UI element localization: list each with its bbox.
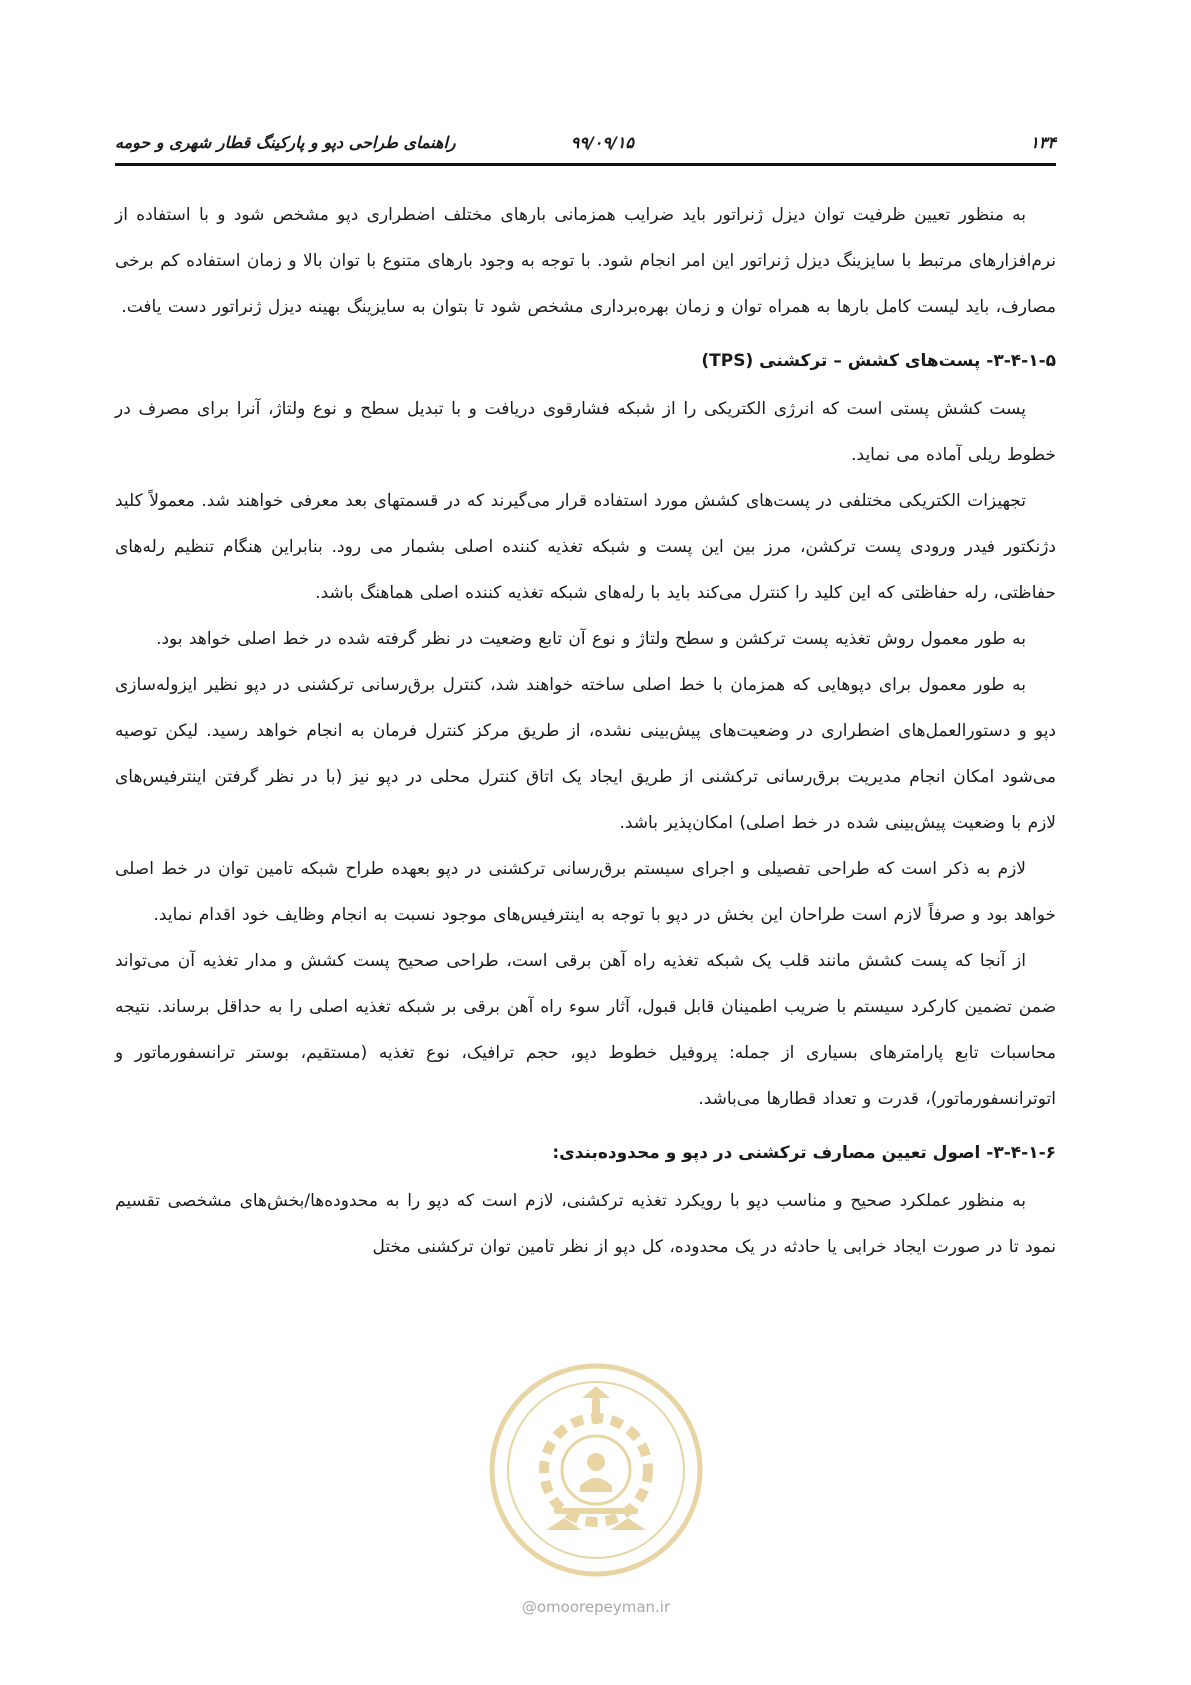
page-header: [115, 131, 1056, 161]
paragraph-feeding-method: به طور معمول روش تغذیه پست ترکشن و سطح ولتاژ و نوع آن تابع وضعیت در نظر گرفته شده در خط اصلی خواهد بود.: [156, 629, 1026, 649]
paragraph-diesel-sizing: به منظور تعیین ظرفیت توان دیزل ژنراتور باید ضرایب همزمانی بارهای مختلف اضطراری دپو مشخص شود و با استفاده از نرم‌افزارهای مرتبط با سایزینگ دیزل ژنراتور این امر انجام شود. با توجه به وجود بارهای متنوع با توان بالا و زمان استفاده کم برخی مصارف، باید لیست کامل بارها به همراه توان و زمان بهره‌برداری مشخص شود تا بتوان به سایزینگ بهینه دیزل ژنراتور دست یافت.: [115, 205, 1056, 317]
paragraph-zoning: به منظور عملکرد صحیح و مناسب دپو با رویکرد تغذیه ترکشنی، لازم است که دپو را به محدوده‌ها/بخش‌های مشخصی تقسیم نمود تا در صورت ایجاد خرابی یا حادثه در یک محدوده، کل دپو از نظر تامین توان ترکشنی مختل: [115, 1191, 1056, 1257]
watermark-caption: @omoorepeyman.ir: [521, 1598, 671, 1616]
paragraph-detailed-design: لازم به ذکر است که طراحی تفصیلی و اجرای سیستم برق‌رسانی ترکشنی در دپو بعهده طراح شبکه تامین توان در خط اصلی خواهد بود و صرفاً لازم است طراحان این بخش در دپو با توجه به اینترفیس‌های موجود نسبت به انجام وظایف خود اقدام نماید.: [115, 859, 1056, 925]
page-body: [115, 192, 1056, 1270]
document-title: راهنمای طراحی دپو و پارکینگ قطار شهری و حومه: [115, 133, 456, 152]
paragraph-tps-definition: پست کشش پستی است که انرژی الکتریکی را از شبکه فشارقوی دریافت و با تبدیل سطح و نوع ولتاژ، آنرا برای مصرف در خطوط ریلی آماده می نماید.: [115, 399, 1056, 465]
header-date: ۹۹/۰۹/۱۵: [570, 133, 634, 152]
paragraph-control-center: به طور معمول برای دپوهایی که همزمان با خط اصلی ساخته خواهند شد، کنترل برق‌رسانی ترکشنی در دپو نظیر ایزوله‌سازی دپو و دستورالعمل‌های اضطراری در وضعیت‌های پیش‌بینی نشده، از طریق مرکز کنترل فرمان به انجام خواهد رسید. لیکن توصیه می‌شود امکان انجام مدیریت برق‌رسانی ترکشنی از طریق ایجاد یک اتاق کنترل محلی در دپو نیز (با در نظر گرفتن اینترفیس‌های لازم با وضعیت پیش‌بینی شده در خط اصلی) امکان‌پذیر باشد.: [115, 675, 1056, 833]
page-number: ۱۳۴: [1030, 133, 1056, 152]
header-divider: [115, 163, 1056, 166]
paragraph-tps-importance: از آنجا که پست کشش مانند قلب یک شبکه تغذیه راه آهن برقی است، طراحی صحیح پست کشش و مدار تغذیه آن می‌تواند ضمن تضمین کارکرد سیستم با ضریب اطمینان قابل قبول، آثار سوء راه آهن برقی بر شبکه تغذیه اصلی را به حداقل برساند. نتیجه محاسبات تابع پارامترهای بسیاری از جمله: پروفیل خطوط دپو، حجم ترافیک، نوع تغذیه (مستقیم، بوستر ترانسفورماتور و اتوترانسفورماتور)، قدرت و تعداد قطارها می‌باشد.: [115, 951, 1056, 1109]
section-heading-traction-substations: ۳-۴-۱-۵- پست‌های کشش – ترکشنی (TPS): [701, 351, 1056, 371]
paragraph-tps-equipment: تجهیزات الکتریکی مختلفی در پست‌های کشش مورد استفاده قرار می‌گیرند که در قسمتهای بعد معرفی خواهند شد. معمولاً کلید دژنکتور فیدر ورودی پست ترکشن، مرز بین این پست و شبکه تغذیه کننده اصلی بشمار می رود. بنابراین هنگام تنظیم رله‌های حفاظتی، رله حفاظتی که این کلید را کنترل می‌کند باید با رله‌های شبکه تغذیه کننده اصلی هماهنگ باشد.: [115, 491, 1056, 603]
section-heading-traction-zoning: ۳-۴-۱-۶- اصول تعیین مصارف ترکشنی در دپو و محدوده‌بندی:: [552, 1143, 1056, 1163]
watermark-seal-logo: [484, 1358, 708, 1582]
